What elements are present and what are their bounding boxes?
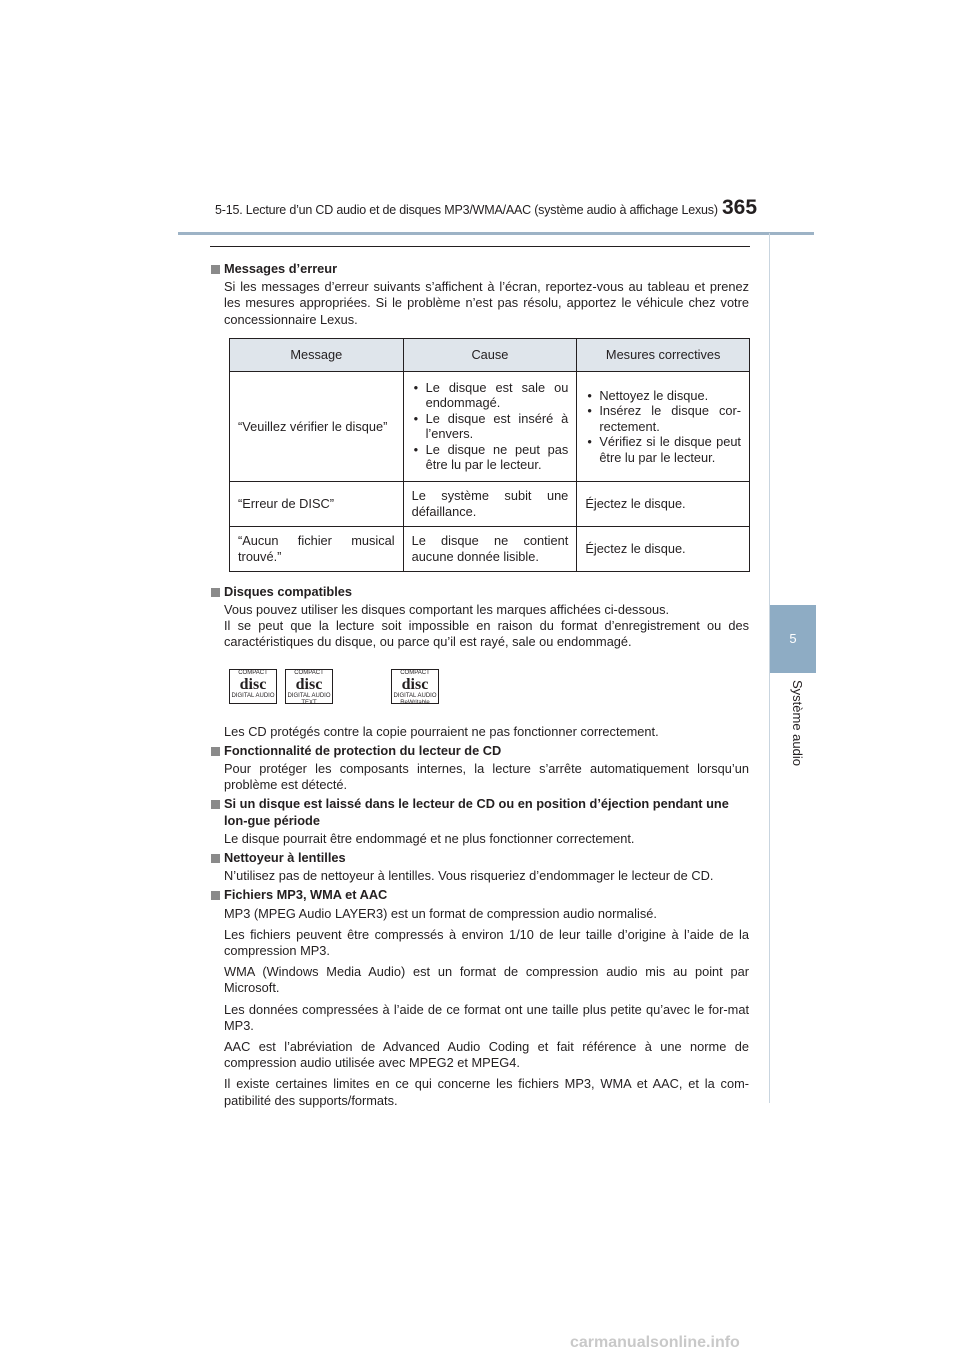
paragraph: Pour protéger les composants internes, la lecture s’arrête automatiquement lorsqu’un problème est détecté. [224, 761, 749, 793]
paragraph: N’utilisez pas de nettoyeur à lentilles. Vous risqueriez d’endommager le lecteur de CD. [224, 868, 714, 884]
square-bullet-icon [211, 800, 220, 809]
section-heading: Fonctionnalité de protection du lecteur de CD [211, 743, 749, 759]
paragraph: Si les messages d’erreur suivants s’affichent à l’écran, reportez-vous au tableau et prenez les mesures appropriées. Si le problème n’est pas résolu, apportez le véhicule chez votre concessionnaire Lexus. [224, 279, 749, 327]
list-item: • Le disque est sale ou endommagé. [412, 380, 569, 411]
paragraph: AAC est l’abréviation de Advanced Audio Coding et fait référence à une norme de compression audio utilisée avec MPEG2 et MPEG4. [224, 1039, 749, 1071]
table-cell: Le système subit une défaillance. [403, 481, 577, 526]
paragraph: Le disque pourrait être endommagé et ne plus fonctionner correctement. [224, 830, 635, 846]
square-bullet-icon [211, 891, 220, 900]
table-cell: “Erreur de DISC” [230, 481, 404, 526]
square-bullet-icon [211, 747, 220, 756]
table-row [230, 526, 750, 571]
table-row [230, 371, 750, 481]
running-header: 5-15. Lecture d’un CD audio et de disques MP3/WMA/AAC (système audio à affichage Lexus) [215, 203, 718, 217]
table-cell: Éjectez le disque. [577, 526, 750, 571]
paragraph: Les CD protégés contre la copie pourraient ne pas fonctionner correctement. [224, 723, 659, 739]
paragraph: Il existe certaines limites en ce qui concerne les fichiers MP3, WMA et AAC, et la com-patibilité des supports/formats. [224, 1076, 749, 1108]
chapter-tab[interactable]: 5 [770, 605, 816, 673]
table-cell: “Aucun fichier musical trouvé.” [230, 526, 404, 571]
section-heading: Messages d’erreur [211, 261, 749, 277]
cd-rw-logo: COMPACT disc DIGITAL AUDIO ReWritable [391, 669, 439, 704]
table-row [230, 481, 750, 526]
section-heading: Fichiers MP3, WMA et AAC [211, 887, 749, 903]
section-heading: Disques compatibles [211, 584, 749, 600]
cd-da-logo: COMPACT disc DIGITAL AUDIO [229, 669, 277, 704]
table-cell [403, 371, 577, 481]
square-bullet-icon [211, 265, 220, 274]
cd-text-logo: COMPACT disc DIGITAL AUDIO TEXT [285, 669, 333, 704]
header-rule-thin [210, 246, 750, 247]
paragraph: MP3 (MPEG Audio LAYER3) est un format de compression audio normalisé. [224, 905, 657, 921]
section-heading: Si un disque est laissé dans le lecteur de CD ou en position d’éjection pendant une lon-gue période [211, 796, 749, 828]
disc-logos [229, 669, 749, 704]
list-item: • Insérez le disque cor-rectement. [585, 403, 741, 434]
table-header-row [230, 338, 750, 371]
header-rule [178, 232, 814, 235]
square-bullet-icon [211, 854, 220, 863]
paragraph: Vous pouvez utiliser les disques comportant les marques affichées ci-dessous. [224, 602, 670, 618]
paragraph: Il se peut que la lecture soit impossible en raison du format d’enregistrement ou des caractéristiques du disque, ou parce qu’il est rayé, sale ou endommagé. [224, 618, 749, 650]
table-header: Message [230, 338, 404, 371]
chapter-title: Système audio [790, 680, 805, 766]
list-item: • Le disque est inséré à l’envers. [412, 411, 569, 442]
list-item: • Vérifiez si le disque peut être lu par le lecteur. [585, 434, 741, 465]
table-cell: Éjectez le disque. [577, 481, 750, 526]
page-number: 365 [722, 196, 758, 219]
table-header: Mesures correctives [577, 338, 750, 371]
paragraph: Les données compressées à l’aide de ce format ont une taille plus petite qu’avec le for-mat MP3. [224, 1001, 749, 1033]
table-cell: “Veuillez vérifier le disque” [230, 371, 404, 481]
main-content [211, 258, 749, 1109]
watermark: carmanualsonline.info [570, 1334, 740, 1351]
list-item: • Le disque ne peut pas être lu par le lecteur. [412, 442, 569, 473]
table-cell: Le disque ne contient aucune donnée lisible. [403, 526, 577, 571]
table-cell [577, 371, 750, 481]
square-bullet-icon [211, 588, 220, 597]
paragraph: WMA (Windows Media Audio) est un format de compression audio mis au point par Microsoft. [224, 964, 749, 996]
list-item: • Nettoyez le disque. [585, 388, 741, 404]
table-header: Cause [403, 338, 577, 371]
paragraph: Les fichiers peuvent être compressés à environ 1/10 de leur taille d’origine à l’aide de la compression MP3. [224, 926, 749, 959]
error-table [229, 338, 750, 572]
section-heading: Nettoyeur à lentilles [211, 850, 749, 866]
